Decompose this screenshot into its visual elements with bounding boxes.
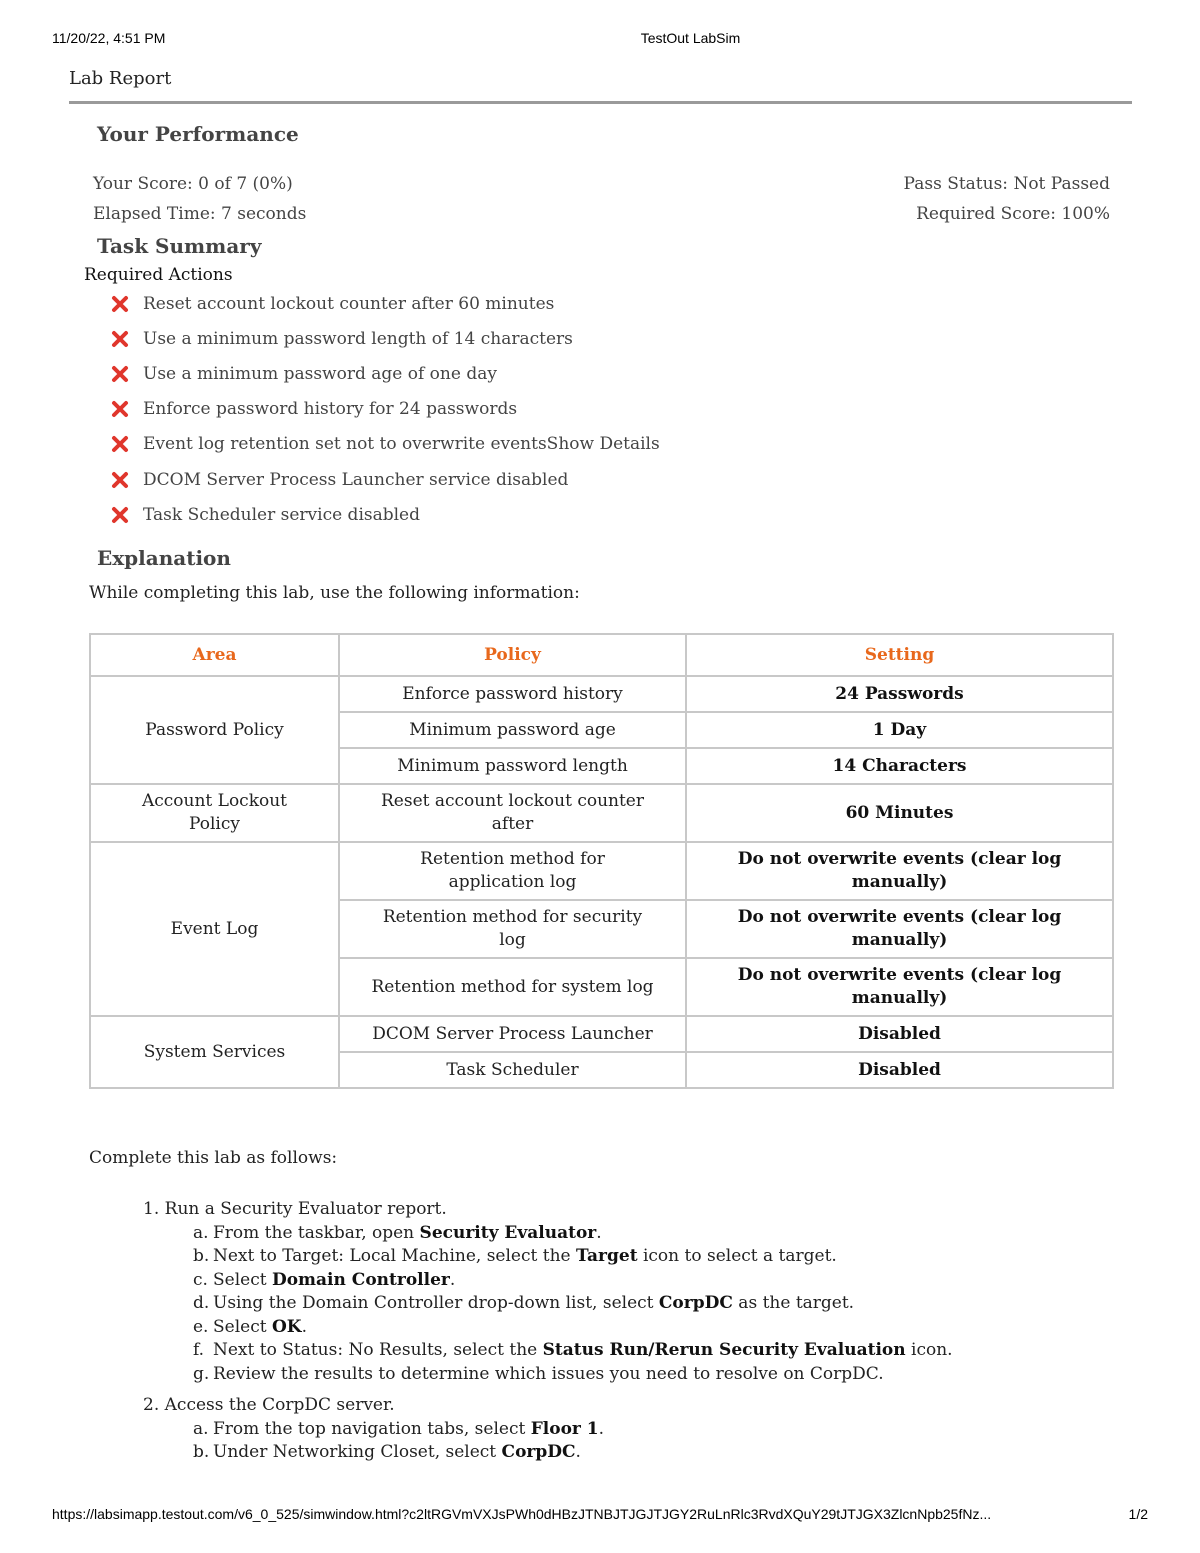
setting-cell: 60 Minutes [686, 784, 1113, 842]
substep-text: From the top navigation tabs, select [213, 1418, 531, 1439]
fail-x-icon [110, 470, 130, 490]
substep-item [193, 1363, 953, 1387]
setting-cell: Do not overwrite events (clear log manually) [686, 900, 1113, 958]
substep-text: Select [213, 1316, 272, 1337]
area-cell: Event Log [90, 842, 339, 1016]
substep-item [193, 1245, 953, 1269]
action-text: Use a minimum password length of 14 characters [143, 328, 573, 349]
policy-cell: Reset account lockout counter after [339, 784, 686, 842]
substep-text: Using the Domain Controller drop-down list, select [213, 1293, 659, 1313]
pass-status: Pass Status: Not Passed [903, 174, 1110, 194]
your-score: Your Score: 0 of 7 (0%) [93, 174, 293, 194]
report-title: Lab Report [69, 68, 172, 89]
substep-text-end: . [598, 1418, 605, 1439]
substep-text: Review the results to determine which issues you need to resolve on CorpDC. [213, 1363, 884, 1384]
action-item [110, 356, 660, 391]
policy-cell: Retention method for security log [339, 900, 686, 958]
policy-cell: Enforce password history [339, 676, 686, 712]
table-header-row [90, 634, 1113, 676]
substep-bold: Target [576, 1246, 638, 1266]
substep-text-end: . [575, 1442, 581, 1462]
setting-cell: 14 Characters [686, 748, 1113, 784]
substep-text-end: icon. [905, 1340, 953, 1360]
policy-cell: Minimum password age [339, 712, 686, 748]
setting-cell: Do not overwrite events (clear log manually) [686, 842, 1113, 900]
action-item [110, 321, 660, 356]
setting-cell: 24 Passwords [686, 676, 1113, 712]
fail-x-icon [110, 434, 130, 454]
action-item [110, 462, 660, 497]
substep-letter: g. [193, 1363, 210, 1384]
table-row [90, 1016, 1113, 1052]
action-item [110, 427, 660, 462]
substep-item [193, 1316, 953, 1340]
action-item [110, 392, 660, 427]
fail-x-icon [110, 364, 130, 384]
substeps-list [143, 1418, 953, 1465]
action-text: Task Scheduler service disabled [143, 504, 420, 525]
explanation-intro: While completing this lab, use the following information: [89, 583, 580, 603]
action-item [110, 497, 660, 532]
action-text: Event log retention set not to overwrite eventsShow Details [143, 434, 660, 455]
substep-text: From the taskbar, open [213, 1222, 420, 1243]
policy-cell: Task Scheduler [339, 1052, 686, 1088]
header-divider [69, 101, 1132, 104]
print-date: 11/20/22, 4:51 PM [52, 30, 166, 46]
table-row [90, 676, 1113, 712]
policy-cell: Retention method for application log [339, 842, 686, 900]
action-text: Reset account lockout counter after 60 minutes [143, 293, 555, 314]
step-heading [143, 1198, 953, 1222]
fail-x-icon [110, 505, 130, 525]
substep-bold: CorpDC [658, 1293, 733, 1313]
steps-list [143, 1198, 953, 1473]
print-footer [0, 1506, 1200, 1526]
substep-letter: a. [193, 1418, 209, 1439]
header-setting: Setting [686, 634, 1113, 676]
substep-item [193, 1441, 953, 1465]
substep-letter: c. [193, 1269, 208, 1290]
substep-text-end: icon to select a target. [637, 1246, 837, 1266]
step-item [143, 1394, 953, 1465]
required-actions-label: Required Actions [84, 265, 233, 285]
substep-item [193, 1418, 953, 1442]
setting-cell: 1 Day [686, 712, 1113, 748]
step-number: 2. [143, 1395, 160, 1415]
substep-letter: e. [193, 1316, 209, 1337]
substep-text-end: . [449, 1269, 456, 1290]
page-number: 1/2 [1128, 1506, 1148, 1522]
policy-table [89, 633, 1114, 1089]
substep-bold: OK [271, 1316, 302, 1337]
substep-item [193, 1292, 953, 1316]
substep-text: Select [213, 1269, 272, 1290]
substep-letter: f. [193, 1340, 205, 1360]
action-text: DCOM Server Process Launcher service disabled [143, 469, 569, 490]
area-cell: Password Policy [90, 676, 339, 784]
performance-heading: Your Performance [97, 122, 299, 146]
substep-item [193, 1339, 953, 1363]
substep-item [193, 1269, 953, 1293]
table-row [90, 784, 1113, 842]
setting-cell: Disabled [686, 1016, 1113, 1052]
step-text: Access the CorpDC server. [164, 1395, 395, 1415]
area-cell: System Services [90, 1016, 339, 1088]
table-row [90, 842, 1113, 900]
substep-text-end: . [596, 1222, 602, 1243]
print-title: TestOut LabSim [640, 30, 741, 46]
step-item [143, 1198, 953, 1386]
area-cell: Account Lockout Policy [90, 784, 339, 842]
fail-x-icon [110, 329, 130, 349]
required-score: Required Score: 100% [916, 204, 1110, 224]
substep-letter: b. [193, 1442, 210, 1462]
header-area: Area [90, 634, 339, 676]
policy-cell: Minimum password length [339, 748, 686, 784]
substep-letter: a. [193, 1222, 209, 1243]
substep-bold: Security Evaluator [419, 1222, 597, 1243]
substep-text: Under Networking Closet, select [213, 1442, 502, 1462]
elapsed-time: Elapsed Time: 7 seconds [93, 204, 307, 224]
substep-bold: CorpDC [501, 1442, 576, 1462]
setting-cell: Disabled [686, 1052, 1113, 1088]
substep-text-end: . [301, 1316, 307, 1337]
required-actions-list [110, 286, 660, 532]
action-text: Use a minimum password age of one day [143, 363, 497, 384]
print-header [0, 30, 1200, 50]
explanation-heading: Explanation [97, 546, 231, 570]
substep-letter: d. [193, 1293, 210, 1313]
substep-bold: Domain Controller [271, 1269, 450, 1290]
substep-letter: b. [193, 1246, 210, 1266]
fail-x-icon [110, 399, 130, 419]
complete-intro: Complete this lab as follows: [89, 1148, 338, 1168]
header-policy: Policy [339, 634, 686, 676]
policy-cell: Retention method for system log [339, 958, 686, 1016]
substep-bold: Floor 1 [530, 1418, 599, 1439]
task-summary-heading: Task Summary [97, 234, 262, 258]
action-item [110, 286, 660, 321]
fail-x-icon [110, 294, 130, 314]
step-heading [143, 1394, 953, 1418]
print-url: https://labsimapp.testout.com/v6_0_525/simwindow.html?c2ltRGVmVXJsPWh0dHBzJTNBJTJGJTJGY2RuLnRlc3RvdXQuY29tJTJGX3ZlcnNpb25fNz... [52, 1506, 992, 1522]
action-text: Enforce password history for 24 passwords [143, 399, 518, 420]
substep-text-end: as the target. [732, 1293, 855, 1313]
step-text: Run a Security Evaluator report. [164, 1199, 447, 1219]
substep-text: Next to Status: No Results, select the [213, 1340, 543, 1360]
substep-item [193, 1222, 953, 1246]
substep-text: Next to Target: Local Machine, select the [213, 1246, 576, 1266]
policy-cell: DCOM Server Process Launcher [339, 1016, 686, 1052]
substep-bold: Status Run/Rerun Security Evaluation [542, 1340, 906, 1360]
setting-cell: Do not overwrite events (clear log manually) [686, 958, 1113, 1016]
substeps-list [143, 1222, 953, 1387]
step-number: 1. [143, 1199, 160, 1219]
